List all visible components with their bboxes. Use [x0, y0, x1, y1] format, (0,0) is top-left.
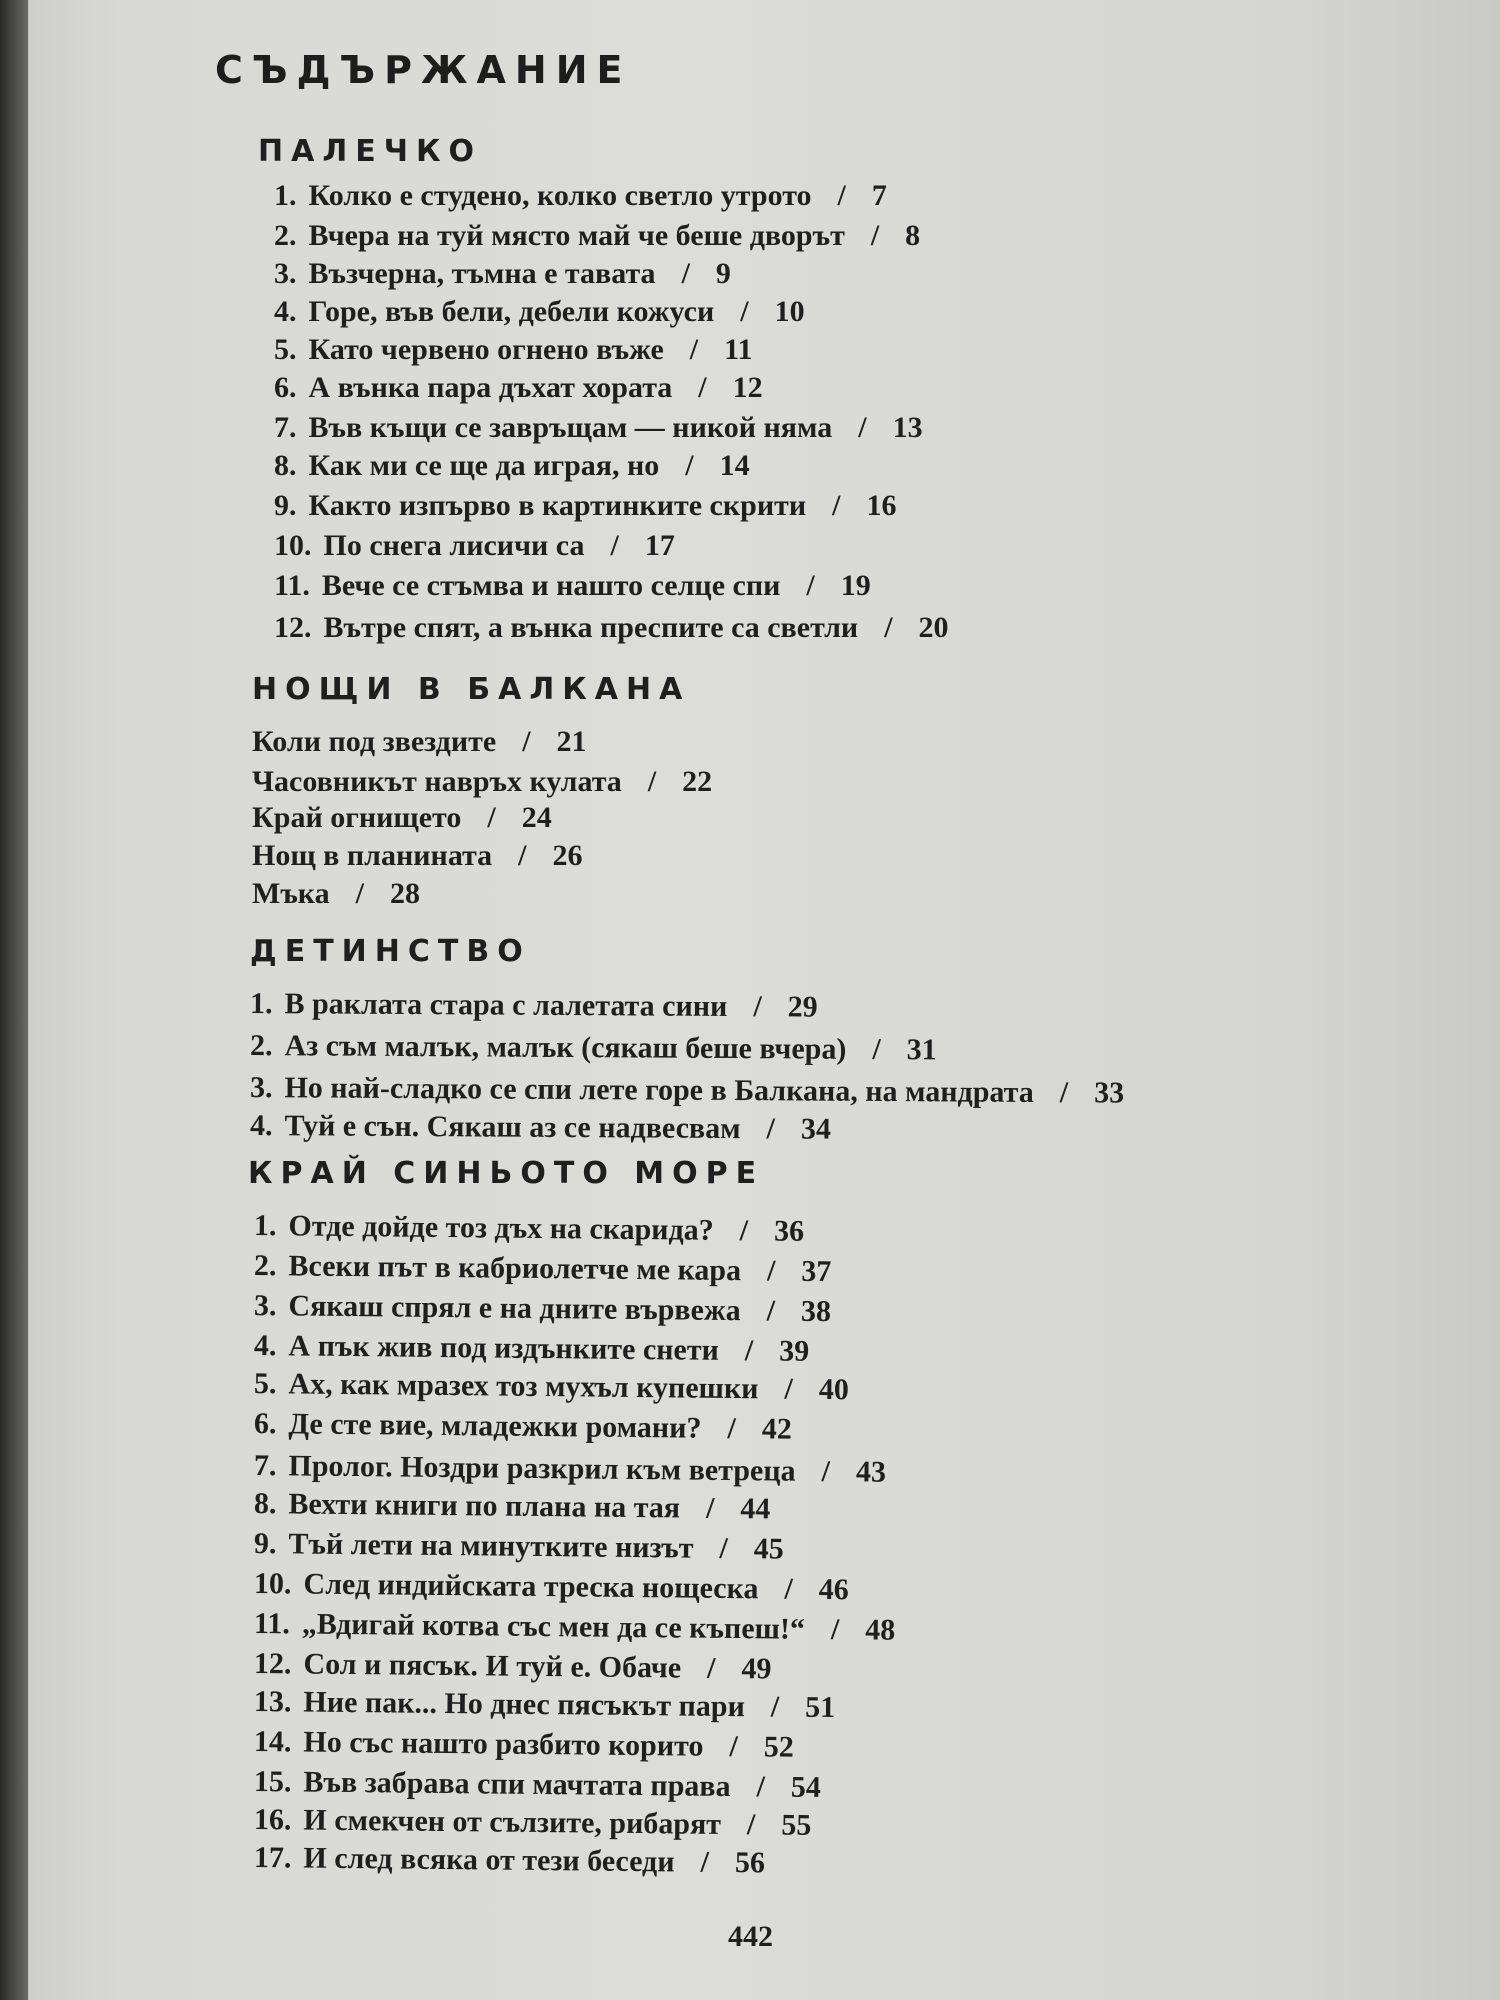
toc-entry: [274, 608, 949, 648]
entry-number: 1.: [249, 987, 273, 1021]
section-heading: НОЩИ В БАЛКАНА: [252, 672, 691, 707]
entry-page: 16: [866, 489, 897, 522]
entry-number: 5.: [274, 333, 297, 366]
section-heading: ДЕТИНСТВО: [250, 934, 531, 969]
entry-number: 13.: [253, 1685, 292, 1719]
entry-number: 1.: [253, 1209, 277, 1243]
entry-page: 12: [732, 371, 763, 404]
entry-separator: /: [746, 1808, 756, 1842]
toc-entry: [254, 1246, 832, 1292]
entry-separator: /: [729, 1729, 738, 1764]
entry-separator: /: [756, 1770, 766, 1804]
toc-entry: [254, 1404, 792, 1450]
entry-number: 8.: [274, 449, 297, 482]
entry-page: 14: [719, 449, 750, 482]
entry-page: 36: [773, 1214, 805, 1248]
entry-number: 12.: [274, 611, 312, 644]
entry-title: Вече се стъмва и нашто селце спи: [321, 569, 781, 602]
entry-title: И смекчен от сълзите, рибарят: [303, 1803, 722, 1841]
entry-separator: /: [830, 1613, 840, 1647]
entry-title: Отде дойде тоз дъх на скарида?: [288, 1209, 714, 1247]
entry-separator: /: [700, 1845, 710, 1879]
entry-separator: /: [740, 295, 749, 328]
section-heading: ПАЛЕЧКО: [258, 134, 483, 169]
entry-number: 9.: [253, 1527, 277, 1561]
entry-page: 26: [552, 839, 583, 872]
section-heading: КРАЙ СИНЬОТО МОРЕ: [248, 1156, 765, 1191]
entry-separator: /: [784, 1572, 793, 1606]
entry-title: Де сте вие, младежки романи?: [288, 1407, 702, 1445]
entry-separator: /: [832, 489, 841, 522]
entry-page: 13: [892, 411, 923, 444]
entry-separator: /: [806, 569, 815, 602]
entry-title: Във забрава спи мачтата права: [303, 1765, 731, 1803]
entry-separator: /: [355, 877, 364, 910]
entry-number: 4.: [253, 1329, 277, 1363]
entry-title: Ние пак... Но днес пясъкът пари: [303, 1685, 746, 1724]
entry-separator: /: [766, 1294, 776, 1328]
entry-title: Сол и пясък. И туй е. Обаче: [303, 1647, 682, 1685]
toc-entry: [254, 1524, 784, 1570]
entry-page: 44: [740, 1492, 771, 1526]
entry-title: Като червено огнено въже: [308, 333, 664, 366]
entry-title: Вътре спят, а вънка преспите са светли: [323, 611, 859, 644]
entry-number: 6.: [253, 1407, 277, 1441]
entry-separator: /: [770, 1690, 780, 1724]
entry-number: 11.: [253, 1607, 291, 1641]
entry-number: 16.: [253, 1803, 292, 1837]
entry-title: Аз съм малък, малък (сякаш беше вчера): [284, 1029, 847, 1066]
toc-entry: [254, 1682, 836, 1728]
toc-entry: [254, 1838, 765, 1883]
entry-separator: /: [858, 411, 867, 444]
entry-title: Нощ в планината: [252, 839, 493, 872]
entry-title: А вънка пара дъхат хората: [308, 371, 673, 404]
entry-separator: /: [487, 801, 496, 834]
entry-separator: /: [884, 611, 893, 644]
entry-title: Вехти книги по плана на тая: [288, 1487, 681, 1525]
entry-separator: /: [518, 839, 527, 872]
entry-separator: /: [753, 990, 762, 1024]
entry-separator: /: [870, 219, 880, 252]
toc-entry: [274, 216, 920, 256]
entry-separator: /: [719, 1531, 728, 1565]
entry-separator: /: [837, 179, 846, 212]
entry-separator: /: [872, 1032, 881, 1066]
entry-page: 38: [800, 1294, 832, 1329]
book-gutter: [0, 0, 28, 2000]
toc-entry: [252, 722, 587, 762]
entry-page: 31: [906, 1033, 937, 1067]
entry-title: А пък жив под издънките снети: [288, 1329, 720, 1367]
toc-entry: [254, 1564, 849, 1610]
entry-number: 6.: [274, 371, 297, 404]
entry-page: 19: [840, 569, 871, 602]
entry-page: 56: [734, 1846, 766, 1880]
entry-number: 11.: [274, 569, 310, 602]
entry-page: 8: [905, 219, 921, 252]
entry-separator: /: [1059, 1076, 1069, 1110]
entry-separator: /: [689, 333, 699, 366]
entry-page: 49: [741, 1652, 772, 1686]
toc-entry: [274, 486, 896, 526]
entry-title: Но най-сладко се спи лете горе в Балкана, на мандрата: [284, 1071, 1034, 1109]
toc-entry: [250, 1026, 937, 1070]
entry-number: 17.: [253, 1841, 292, 1875]
entry-title: Във къщи се завръщам — никой няма: [308, 411, 833, 444]
entry-title: Край огнището: [252, 801, 462, 834]
entry-page: 21: [556, 725, 587, 758]
entry-title: Но със нашто разбито корито: [303, 1725, 704, 1763]
entry-number: 10.: [253, 1567, 292, 1601]
entry-number: 7.: [274, 411, 297, 444]
entry-page: 20: [918, 611, 949, 644]
entry-separator: /: [698, 371, 707, 404]
entry-number: 3.: [253, 1289, 277, 1323]
entry-title: Както изпърво в картинките скрити: [308, 489, 807, 522]
entry-separator: /: [821, 1454, 831, 1489]
toc-entry: [274, 408, 923, 448]
entry-number: 3.: [249, 1071, 273, 1105]
entry-number: 8.: [253, 1487, 277, 1521]
entry-number: 2.: [249, 1029, 273, 1063]
toc-entry: [250, 1106, 831, 1150]
entry-page: 55: [781, 1808, 812, 1842]
entry-number: 2.: [274, 219, 297, 252]
page-title: СЪДЪРЖАНИЕ: [215, 48, 632, 92]
entry-page: 24: [521, 801, 552, 834]
entry-title: Туй е сън. Сякаш аз се надвесвам: [284, 1109, 741, 1146]
entry-page: 17: [644, 529, 675, 562]
entry-page: 45: [753, 1532, 784, 1566]
entry-separator: /: [766, 1254, 776, 1288]
toc-entry: [254, 1364, 849, 1410]
entry-title: Възчерна, тъмна е тавата: [308, 257, 656, 290]
entry-separator: /: [784, 1372, 794, 1406]
entry-number: 14.: [253, 1725, 292, 1759]
entry-page: 40: [818, 1372, 850, 1407]
entry-page: 29: [787, 990, 818, 1024]
entry-separator: /: [766, 1112, 776, 1146]
entry-title: Ах, как мразех тоз мухъл купешки: [288, 1367, 759, 1406]
entry-number: 9.: [274, 489, 297, 522]
entry-separator: /: [681, 257, 690, 290]
entry-title: Коли под звездите: [252, 725, 497, 758]
entry-page: 52: [763, 1730, 794, 1764]
page-number: 442: [728, 1920, 773, 1953]
entry-page: 39: [779, 1334, 810, 1368]
toc-entry: [254, 1206, 804, 1252]
entry-separator: /: [727, 1411, 736, 1446]
entry-separator: /: [522, 725, 531, 758]
entry-page: 34: [800, 1112, 832, 1146]
toc-entry: [252, 798, 552, 838]
entry-separator: /: [685, 449, 694, 482]
entry-number: 2.: [253, 1249, 277, 1283]
entry-page: 7: [871, 179, 887, 212]
entry-page: 28: [389, 877, 420, 910]
toc-entry: [250, 984, 818, 1028]
entry-title: Всеки път в кабриолетче ме кара: [288, 1249, 742, 1288]
entry-page: 33: [1094, 1076, 1125, 1110]
entry-separator: /: [647, 765, 657, 798]
toc-entry: [274, 566, 871, 606]
toc-entry: [252, 762, 712, 802]
entry-separator: /: [610, 529, 619, 562]
entry-page: 54: [790, 1770, 822, 1804]
toc-entry: [252, 874, 420, 914]
toc-entry: [274, 368, 763, 408]
entry-separator: /: [739, 1214, 749, 1248]
entry-number: 4.: [249, 1109, 273, 1143]
entry-title: Мъка: [252, 877, 330, 910]
toc-entry: [274, 254, 731, 294]
entry-title: Вчера на туй място май че беше дворът: [308, 219, 845, 252]
entry-title: Колко е студено, колко светло утрото: [308, 179, 812, 212]
entry-title: И след всяка от тези беседи: [303, 1841, 675, 1879]
toc-entry: [274, 526, 675, 566]
entry-number: 15.: [253, 1765, 292, 1799]
toc-entry: [254, 1722, 794, 1768]
entry-number: 12.: [253, 1647, 292, 1681]
entry-title: „Вдигай котва със мен да се къпеш!“: [301, 1607, 806, 1646]
entry-separator: /: [705, 1491, 715, 1525]
entry-separator: /: [744, 1334, 754, 1368]
entry-page: 9: [715, 257, 731, 290]
toc-entry: [274, 292, 805, 332]
entry-number: 4.: [274, 295, 297, 328]
entry-page: 37: [801, 1254, 832, 1289]
entry-page: 10: [774, 295, 805, 328]
entry-page: 11: [724, 333, 753, 366]
entry-page: 51: [805, 1690, 836, 1725]
entry-number: 7.: [253, 1449, 277, 1483]
entry-number: 5.: [253, 1367, 277, 1401]
toc-entry: [254, 1484, 771, 1529]
entry-title: Горе, във бели, дебели кожуси: [308, 295, 715, 328]
entry-page: 43: [855, 1455, 887, 1489]
entry-title: Пролог. Ноздри разкрил към ветреца: [288, 1449, 796, 1488]
toc-entry: [252, 836, 583, 876]
entry-page: 48: [865, 1613, 896, 1647]
entry-title: Часовникът навръх кулата: [252, 765, 622, 798]
toc-entry: [274, 446, 750, 486]
toc-entry: [274, 330, 752, 370]
toc-entry: [274, 176, 887, 216]
entry-page: 46: [818, 1572, 849, 1607]
entry-number: 10.: [274, 529, 312, 562]
entry-title: В раклата стара с лалетата сини: [284, 987, 728, 1023]
toc-entry: [254, 1286, 831, 1332]
entry-title: Сякаш спрял е на дните вървежа: [288, 1289, 741, 1328]
entry-number: 3.: [274, 257, 297, 290]
entry-separator: /: [706, 1651, 716, 1685]
entry-title: Тъй лети на минутките низът: [288, 1527, 694, 1565]
entry-page: 22: [682, 765, 713, 798]
entry-page: 42: [761, 1412, 792, 1446]
entry-number: 1.: [274, 179, 297, 212]
entry-title: След индийската треска нощеска: [303, 1567, 759, 1606]
entry-title: По снега лисичи са: [323, 529, 585, 562]
entry-title: Как ми се ще да играя, но: [308, 449, 660, 482]
toc-entry: [254, 1604, 896, 1651]
